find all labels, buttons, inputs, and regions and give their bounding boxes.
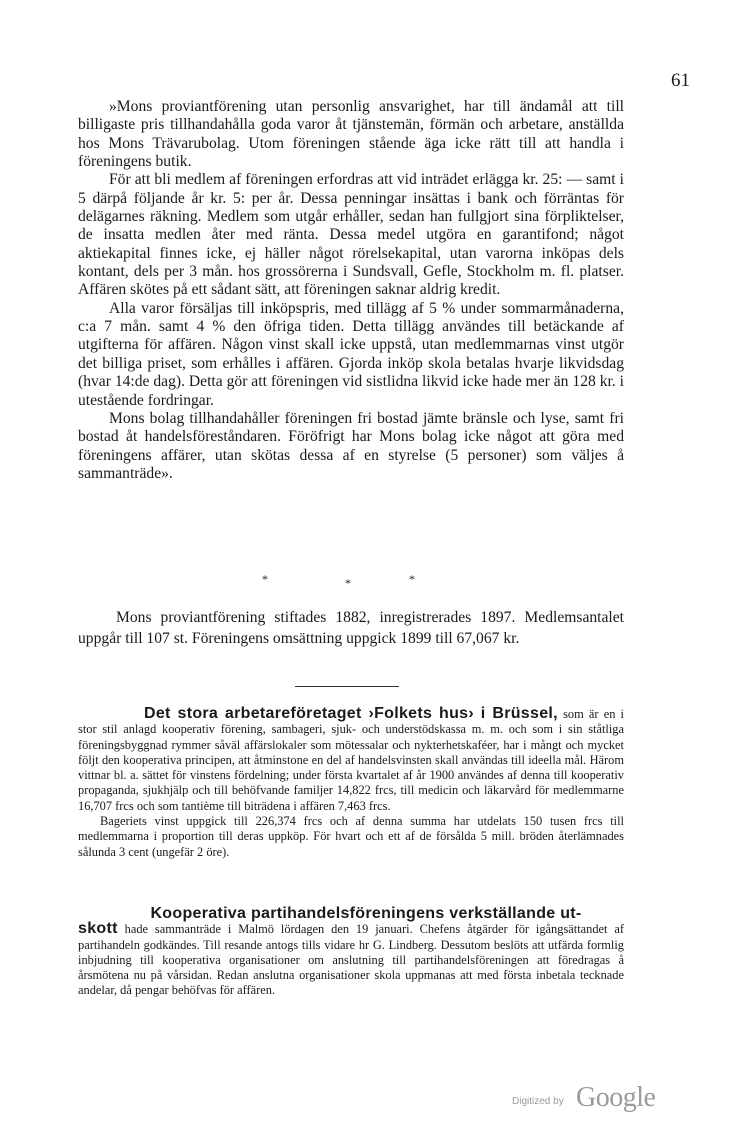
closing-paragraph bbox=[78, 608, 624, 649]
section-separator bbox=[78, 572, 624, 592]
asterisk: * bbox=[262, 572, 268, 586]
notice-headline: Kooperativa partihandelsföreningens verkställande ut- bbox=[150, 905, 582, 922]
divider-rule bbox=[295, 686, 399, 687]
paragraph: För att bli medlem af föreningen erfordras att vid inträdet erlägga kr. 25: — samt i 5 därpå följande år kr. 5: per år. Dessa penningar insättas i bank och förräntas för delägarnes räkning. Medlem som utgår erhåller, sedan han fullgjort sina förpliktelser, de insatta medlen åter med ränta. Dessa medel utgöra en garantifond; något aktiekapital finnes icke, ej häller något rörelsekapital, utan varorna inköpas dels kontant, dels per 3 mån. hos grossörerna i Sundsvall, Gefle, Stockholm m. fl. platser. Affären skötes på ett sådant sätt, att föreningen saknar aldrig kredit. bbox=[78, 171, 624, 299]
notice-kooperativa bbox=[78, 906, 624, 999]
paragraph: Mons proviantförening stiftades 1882, inregistrerades 1897. Medlemsantalet uppgår till 107 st. Föreningens omsättning uppgick 1899 till 67,067 kr. bbox=[78, 609, 624, 647]
page-number: 61 bbox=[671, 70, 690, 91]
notice-text: som är en i stor stil anlagd kooperativ förening, sambageri, sjuk- och understödskassa m. m. och som i sin ståtliga föreningsbyggnad rymmer såväl affärslokaler som mötessalar och nykterhetskaféer, har i mångt och mycket följt den kooperativa principen, att åtminstone en del af handelsvinsten skall användas till ideella mål. Härom vittnar bl. a. sättet för vinstens fördelning; under första kvartalet af år 1900 användes af denna till kooperativ propaganda, sjukhjälp och till behöfvande familjer 14,822 frcs, till medicin och läkarvård för medlemmarne 16,707 frcs och som tantième till biträdena i affären 7,463 frcs. bbox=[78, 707, 624, 813]
notice-headline: Det stora arbetareföretaget ›Folkets hus› i Brüssel, bbox=[144, 705, 558, 722]
notice-folkets-hus bbox=[78, 706, 624, 860]
notice-text: Bageriets vinst uppgick till 226,374 frcs och af denna summa har utdelats 150 tusen frcs till medlemmarna i proportion till deras uppköp. För hvart och ett af de försålda 5 mill. bröden återlämnades sålunda 3 cent (ungefär 2 öre). bbox=[78, 814, 624, 859]
notice-text: hade sammanträde i Malmö lördagen den 19 januari. Chefens åtgärder för igångsättandet af partihandeln godkändes. Till resande antogs tills vidare hr G. Lindberg. Dessutom beslöts att utfärda formlig inbjudning till kooperativa organisationer om anslutning till partihandelsföreningen att föredragas å årsmötena nu på vårsidan. Redan anslutna organisationer skola uppmanas att med första inbetala tecknade andelar, då pengar behöfvas för affären. bbox=[78, 922, 624, 998]
google-watermark bbox=[512, 1082, 662, 1114]
asterisk: * bbox=[409, 572, 415, 586]
paragraph: Mons bolag tillhandahåller föreningen fri bostad jämte bränsle och lyse, samt fri bostad åt handelsföreståndaren. Föröfrigt har Mons bolag icke något att göra med föreningens affärer, utan skötas dessa af en styrelse (5 personer) som väljes å sammanträde». bbox=[78, 409, 624, 482]
asterisk: * bbox=[345, 576, 351, 590]
paragraph: Alla varor försäljas till inköpspris, med tillägg af 5 % under sommarmånaderna, c:a 7 mån. samt 4 % den öfriga tiden. Detta tillägg användes till betäckande af utgifterna för affären. Någon vinst skall icke uppstå, utan medlemmarnas vinst utgör det billiga priset, som erhålles i affären. Gjorda inköp skola betalas hvarje likvidsdag (hvar 14:de dag). Detta gör att föreningen vid sistlidna likvid icke hade mer än 128 kr. i utestående fordringar. bbox=[78, 299, 624, 409]
digitized-by-label: Digitized by bbox=[512, 1096, 564, 1107]
paragraph: »Mons proviantförening utan personlig ansvarighet, har till ändamål att till billigaste pris tillhandahålla goda varor åt tjänstemän, förmän och arbetare, anställda hos Mons Trävarubolag. Utom föreningen stående äga icke rätt till att handla i föreningens butik. bbox=[78, 98, 624, 171]
main-text bbox=[78, 98, 624, 483]
google-logo: Google bbox=[576, 1082, 656, 1113]
notice-headline-continued: skott bbox=[78, 920, 118, 938]
